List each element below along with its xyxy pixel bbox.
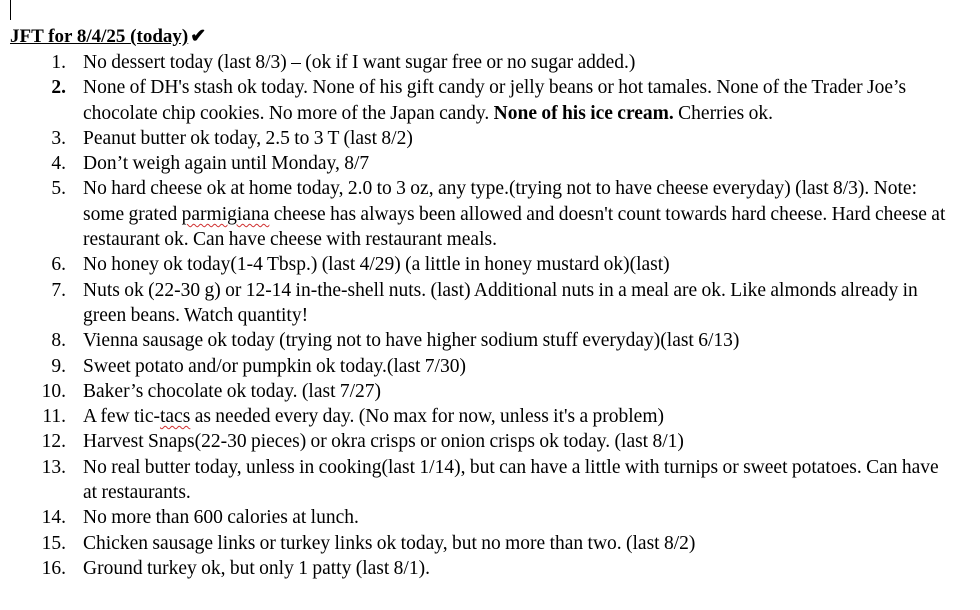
item-text: Chicken sausage links or turkey links ok today, but no more than two. (last 8/2) [83, 532, 696, 554]
item-text: No more than 600 calories at lunch. [83, 507, 359, 529]
list-item [0, 354, 980, 379]
item-text: None of DH's stash ok today. None of his gift candy or jelly beans or hot tamales. None of the Trader Joe’s chocolate chip cookies. No more of the Japan candy. [83, 77, 907, 124]
item-number: 5. [51, 178, 66, 200]
item-number: 10. [41, 380, 66, 402]
document-title [10, 25, 206, 49]
item-number: 12. [41, 431, 66, 453]
item-number: 4. [51, 153, 66, 175]
item-text: cheese has always been allowed and doesn't count towards hard cheese. Hard cheese at restaurant ok. Can have cheese with restaurant meals. [83, 203, 946, 251]
item-text: Peanut butter ok today, 2.5 to 3 T (last 8/2) [83, 127, 413, 149]
list-item [0, 75, 980, 126]
misspelled-word[interactable]: tacs [159, 406, 191, 428]
list-item [0, 278, 980, 329]
item-text: A few tic- [83, 406, 160, 428]
item-number: 13. [41, 456, 66, 478]
item-text: Vienna sausage ok today (trying not to have higher sodium stuff everyday)(last 6/13) [83, 330, 740, 352]
list-item [0, 328, 980, 353]
item-number: 15. [41, 532, 66, 554]
item-text: Nuts ok (22-30 g) or 12-14 in-the-shell nuts. (last) Additional nuts in a meal are ok. Like almonds already in green beans. Watch quantity! [83, 279, 918, 326]
item-number: 11. [42, 406, 66, 428]
rule-list [0, 50, 980, 581]
item-text: Harvest Snaps(22-30 pieces) or okra crisps or onion crisps ok today. (last 8/1) [83, 431, 684, 453]
list-item [0, 505, 980, 530]
list-item [0, 531, 980, 556]
item-text: No honey ok today(1-4 Tbsp.) (last 4/29) (a little in honey mustard ok)(last) [83, 254, 670, 276]
item-number: 6. [51, 254, 66, 276]
item-text: as needed every day. (No max for now, unless it's a problem) [190, 406, 664, 428]
item-text: Cherries ok. [673, 102, 773, 124]
list-item [0, 151, 980, 176]
item-text-bold: None of his ice cream. [493, 102, 674, 124]
list-item [0, 126, 980, 151]
list-item [0, 429, 980, 454]
item-number: 7. [51, 279, 66, 301]
list-item [0, 556, 980, 581]
text-cursor [10, 0, 11, 20]
list-item [0, 455, 980, 506]
item-number: 3. [51, 127, 66, 149]
item-text: No dessert today (last 8/3) – (ok if I want sugar free or no sugar added.) [83, 52, 636, 73]
list-item [0, 176, 980, 252]
checkmark-icon: ✔ [190, 26, 207, 47]
item-number: 2. [51, 77, 66, 99]
item-number: 16. [41, 557, 66, 579]
item-number: 14. [41, 507, 66, 529]
list-item [0, 252, 980, 277]
item-text: Don’t weigh again until Monday, 8/7 [83, 153, 370, 175]
misspelled-word[interactable]: parmigiana [181, 203, 270, 225]
list-item [0, 404, 980, 429]
item-text: Sweet potato and/or pumpkin ok today.(last 7/30) [83, 355, 466, 377]
list-item [0, 50, 980, 75]
item-text: No real butter today, unless in cooking(last 1/14), but can have a little with turnips or sweet potatoes. Can have at restaurants. [83, 456, 939, 504]
item-text: Baker’s chocolate ok today. (last 7/27) [83, 380, 382, 402]
item-text: Ground turkey ok, but only 1 patty (last 8/1). [83, 557, 430, 579]
item-number: 9. [51, 355, 66, 377]
title-text: JFT for 8/4/25 (today) [10, 26, 189, 47]
item-number: 1. [51, 52, 66, 73]
list-item [0, 379, 980, 404]
item-number: 8. [51, 330, 66, 352]
item-text: No hard cheese ok at home today, 2.0 to 3 oz, any type.(trying not to have cheese everyday) (last 8/3). Note: some grated [83, 178, 918, 225]
